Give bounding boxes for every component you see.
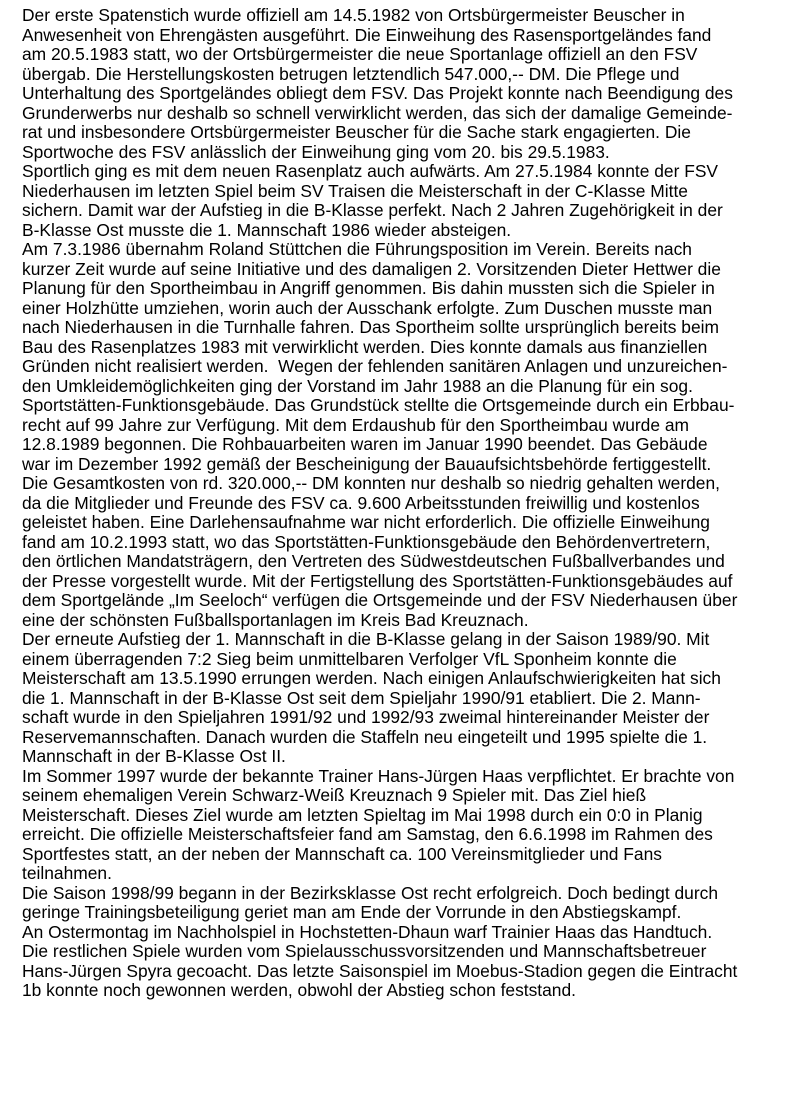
text-line: die 1. Mannschaft in der B-Klasse Ost seit dem Spieljahr 1990/91 etabliert. Die 2. Mann- (22, 688, 701, 708)
text-line: Der erneute Aufstieg der 1. Mannschaft in die B-Klasse gelang in der Saison 1989/90. Mit (22, 630, 710, 649)
text-line: eine der schönsten Fußballsportanlagen im Kreis Bad Kreuznach. (22, 610, 529, 630)
text-line: Der erste Spatenstich wurde offiziell am 14.5.1982 von Ortsbürgermeister Beuscher in (22, 6, 685, 25)
text-line: erreicht. Die offizielle Meisterschaftsfeier fand am Samstag, den 6.6.1998 im Rahmen des (22, 825, 713, 844)
text-line: nach Niederhausen in die Turnhalle fahren. Das Sportheim sollte ursprünglich bereits beim (22, 318, 719, 337)
text-line: fand am 10.2.1993 statt, wo das Sportstätten-Funktionsgebäude den Behördenvertretern, (22, 532, 711, 552)
text-line: den Umkleidemöglichkeiten ging der Vorstand im Jahr 1988 an die Planung für ein sog. (22, 376, 693, 396)
text-line: am 20.5.1983 statt, wo der Ortsbürgermeister die neue Sportanlage offiziell an den FSV (22, 45, 698, 64)
text-line: rat und insbesondere Ortsbürgermeister Beuscher für die Sache stark engagierten. Die (22, 123, 691, 142)
text-line: sichern. Damit war der Aufstieg in die B-Klasse perfekt. Nach 2 Jahren Zugehörigkeit in der (22, 201, 723, 220)
text-line: Mannschaft in der B-Klasse Ost II. (22, 747, 286, 766)
text-line: einem überragenden 7:2 Sieg beim unmittelbaren Verfolger VfL Sponheim konnte die (22, 649, 677, 669)
text-line: kurzer Zeit wurde auf seine Initiative und des damaligen 2. Vorsitzenden Dieter Hettwer die (22, 259, 721, 279)
text-line: Meisterschaft am 13.5.1990 errungen werden. Nach einigen Anlaufschwierigkeiten hat sich (22, 669, 721, 688)
text-line: Niederhausen im letzten Spiel beim SV Traisen die Meisterschaft in der C-Klasse Mitte (22, 181, 688, 201)
text-line: schaft wurde in den Spieljahren 1991/92 und 1992/93 zweimal hintereinander Meister der (22, 708, 710, 727)
text-line: geleistet haben. Eine Darlehensaufnahme war nicht erforderlich. Die offizielle Einweihung (22, 513, 710, 532)
text-line: war im Dezember 1992 gemäß der Bescheinigung der Bauaufsichtsbehörde fertiggestellt. (22, 454, 712, 474)
text-line: Planung für den Sportheimbau in Angriff genommen. Bis dahin mussten sich die Spieler in (22, 279, 715, 298)
text-line: Sportwoche des FSV anlässlich der Einweihung ging vom 20. bis 29.5.1983. (22, 142, 610, 162)
document-body (22, 6, 790, 1001)
text-line: Hans-Jürgen Spyra gecoacht. Das letzte Saisonspiel im Moebus-Stadion gegen die Eintracht (22, 961, 738, 981)
text-line: 1b konnte noch gewonnen werden, obwohl der Abstieg schon feststand. (22, 981, 576, 1000)
text-line: Sportstätten-Funktionsgebäude. Das Grundstück stellte die Ortsgemeinde durch ein Erbbau- (22, 396, 735, 415)
text-line: geringe Trainingsbeteiligung geriet man am Ende der Vorrunde in den Abstiegskampf. (22, 903, 682, 922)
text-line: Grunderwerbs nur deshalb so schnell verwirklicht werden, das sich der damalige Gemeinde- (22, 103, 733, 123)
text-line: Bau des Rasenplatzes 1983 mit verwirklicht werden. Dies konnte damals aus finanziellen (22, 337, 708, 357)
text-line: den örtlichen Mandatsträgern, den Vertreten des Südwestdeutschen Fußballverbandes und (22, 552, 725, 571)
text-line: An Ostermontag im Nachholspiel in Hochstetten-Dhaun warf Trainier Haas das Handtuch. (22, 922, 713, 942)
text-line: Reservemannschaften. Danach wurden die Staffeln neu eingeteilt und 1995 spielte die 1. (22, 727, 708, 747)
text-line: Die Saison 1998/99 begann in der Bezirksklasse Ost recht erfolgreich. Doch bedingt durch (22, 883, 719, 903)
text-line: Die restlichen Spiele wurden vom Spielausschussvorsitzenden und Mannschaftsbetreuer (22, 942, 707, 961)
text-line: seinem ehemaligen Verein Schwarz-Weiß Kreuznach 9 Spieler mit. Das Ziel hieß (22, 786, 647, 805)
text-line: teilnahmen. (22, 864, 112, 883)
text-line: Gründen nicht realisiert werden. Wegen der fehlenden sanitären Anlagen und unzureichen- (22, 357, 728, 376)
text-line: Sportlich ging es mit dem neuen Rasenplatz auch aufwärts. Am 27.5.1984 konnte der FSV (22, 162, 719, 181)
text-line: einer Holzhütte umziehen, worin auch der Ausschank erfolgte. Zum Duschen musste man (22, 298, 713, 318)
text-line: da die Mitglieder und Freunde des FSV ca. 9.600 Arbeitsstunden freiwillig und kostenlos (22, 493, 700, 513)
text-line: Die Gesamtkosten von rd. 320.000,-- DM konnten nur deshalb so niedrig gehalten werden, (22, 474, 720, 493)
text-line: 12.8.1989 begonnen. Die Rohbauarbeiten waren im Januar 1990 beendet. Das Gebäude (22, 435, 708, 454)
text-line: Meisterschaft. Dieses Ziel wurde am letzten Spieltag im Mai 1998 durch ein 0:0 in Planig (22, 805, 703, 825)
text-line: Anwesenheit von Ehrengästen ausgeführt. Die Einweihung des Rasensportgeländes fand (22, 25, 712, 45)
text-line: Am 7.3.1986 übernahm Roland Stüttchen die Führungsposition im Verein. Bereits nach (22, 240, 692, 259)
text-line: Im Sommer 1997 wurde der bekannte Trainer Hans-Jürgen Haas verpflichtet. Er brachte von (22, 766, 735, 786)
text-line: dem Sportgelände „Im Seeloch“ verfügen die Ortsgemeinde und der FSV Niederhausen über (22, 591, 738, 610)
text-line: Unterhaltung des Sportgeländes obliegt dem FSV. Das Projekt konnte nach Beendigung des (22, 84, 733, 103)
text-line: recht auf 99 Jahre zur Verfügung. Mit dem Erdaushub für den Sportheimbau wurde am (22, 415, 690, 435)
text-line: B-Klasse Ost musste die 1. Mannschaft 1986 wieder absteigen. (22, 220, 512, 240)
text-line: Sportfestes statt, an der neben der Mannschaft ca. 100 Vereinsmitglieder und Fans (22, 844, 662, 864)
text-line: der Presse vorgestellt wurde. Mit der Fertigstellung des Sportstätten-Funktionsgebäudes auf (22, 571, 733, 591)
text-line: übergab. Die Herstellungskosten betrugen letztendlich 547.000,-- DM. Die Pflege und (22, 64, 680, 84)
